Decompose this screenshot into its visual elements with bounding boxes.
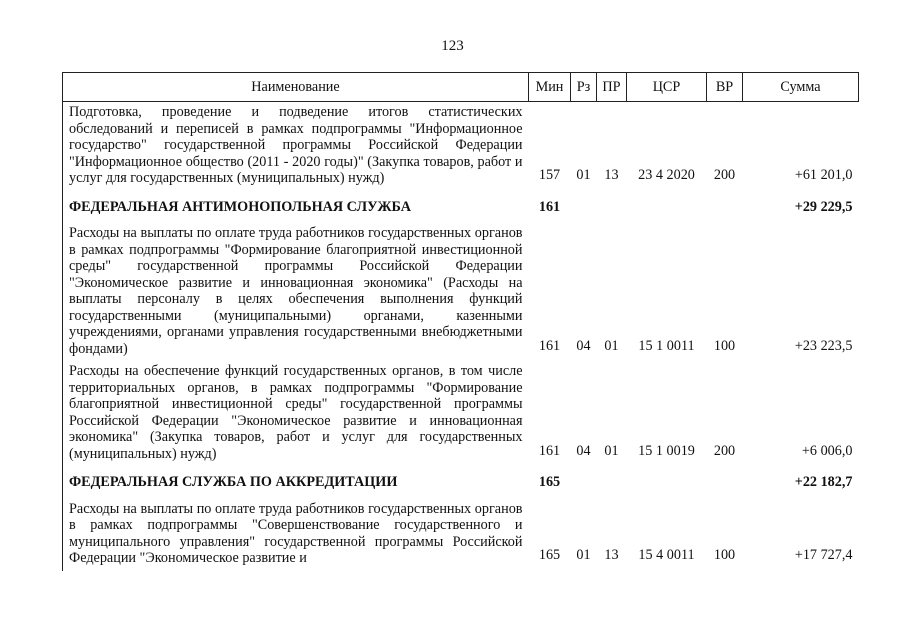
department-min: 161 <box>538 198 561 215</box>
appropriations-table <box>62 72 859 571</box>
row-vr: 200 <box>713 167 736 183</box>
table-row <box>63 102 859 191</box>
row-name: Расходы на выплаты по оплате труда работников государственных органов в рамках подпрограммы "Совершенствование государственного и муниципального управления" государственной программы Российской Федерации "Экономическое развитие и <box>63 499 529 571</box>
table-row <box>63 361 859 466</box>
page-number: 123 <box>441 38 464 54</box>
row-vr: 100 <box>713 337 736 354</box>
row-csr: 15 1 0011 <box>638 337 695 354</box>
header-name: Наименование <box>63 73 529 102</box>
row-name: Расходы на обеспечение функций государственных органов, в том числе территориальных органов, в рамках подпрограммы "Формирование благоприятной инвестиционной среды" государственной программы Российской Федерации "Экономическое развитие и инновационная экономика" (Закупка товаров, работ и услуг для государственных (муниципальных) нужд) <box>63 361 529 466</box>
header-csr: ЦСР <box>627 73 707 102</box>
row-pr: 13 <box>604 167 619 183</box>
row-rz: 01 <box>576 167 591 183</box>
table-row <box>63 499 859 571</box>
header-vr: ВР <box>707 73 743 102</box>
row-name: Подготовка, проведение и подведение итогов статистических обследований и переписей в рамках подпрограммы "Информационное государство" государственной программы Российской Федерации "Информационное общество (2011 - 2020 годы)" (Закупка товаров, работ и услуг для государственных (муниципальных) нужд) <box>63 102 529 191</box>
row-min: 161 <box>538 337 561 354</box>
department-name: ФЕДЕРАЛЬНАЯ СЛУЖБА ПО АККРЕДИТАЦИИ <box>63 466 529 499</box>
row-rz: 04 <box>576 442 591 459</box>
table-header-row <box>63 73 859 102</box>
department-name: ФЕДЕРАЛЬНАЯ АНТИМОНОПОЛЬНАЯ СЛУЖБА <box>63 191 529 224</box>
row-csr: 23 4 2020 <box>638 167 695 183</box>
row-csr: 15 4 0011 <box>638 547 695 563</box>
department-row <box>63 191 859 224</box>
row-pr: 13 <box>604 547 619 563</box>
row-sum: +6 006,0 <box>801 442 853 459</box>
row-sum: +61 201,0 <box>794 167 853 183</box>
department-sum: +22 182,7 <box>794 474 853 490</box>
row-pr: 01 <box>604 442 619 459</box>
row-sum: +17 727,4 <box>794 547 853 563</box>
row-vr: 200 <box>713 442 736 459</box>
row-csr: 15 1 0019 <box>638 442 695 459</box>
department-row <box>63 466 859 499</box>
department-sum: +29 229,5 <box>794 198 853 215</box>
row-min: 157 <box>538 167 561 183</box>
header-pr: ПР <box>597 73 627 102</box>
row-name: Расходы на выплаты по оплате труда работников государственных органов в рамках подпрограммы "Формирование благоприятной инвестиционной среды" государственной программы Российской Федерации "Экономическое развитие и инновационная экономика" (Расходы на выплаты персоналу в целях обеспечения выполнения функций государственными (муниципальными) органами, казенными учреждениями, органами управления государственными внебюджетными фондами) <box>63 223 529 361</box>
header-sum: Сумма <box>743 73 859 102</box>
row-rz: 01 <box>576 547 591 563</box>
row-rz: 04 <box>576 337 591 354</box>
table-row <box>63 223 859 361</box>
row-vr: 100 <box>713 547 736 563</box>
row-min: 165 <box>538 547 561 563</box>
row-min: 161 <box>538 442 561 459</box>
department-min: 165 <box>538 474 561 490</box>
header-min: Мин <box>529 73 571 102</box>
header-rz: Рз <box>571 73 597 102</box>
row-pr: 01 <box>604 337 619 354</box>
row-sum: +23 223,5 <box>794 337 853 354</box>
